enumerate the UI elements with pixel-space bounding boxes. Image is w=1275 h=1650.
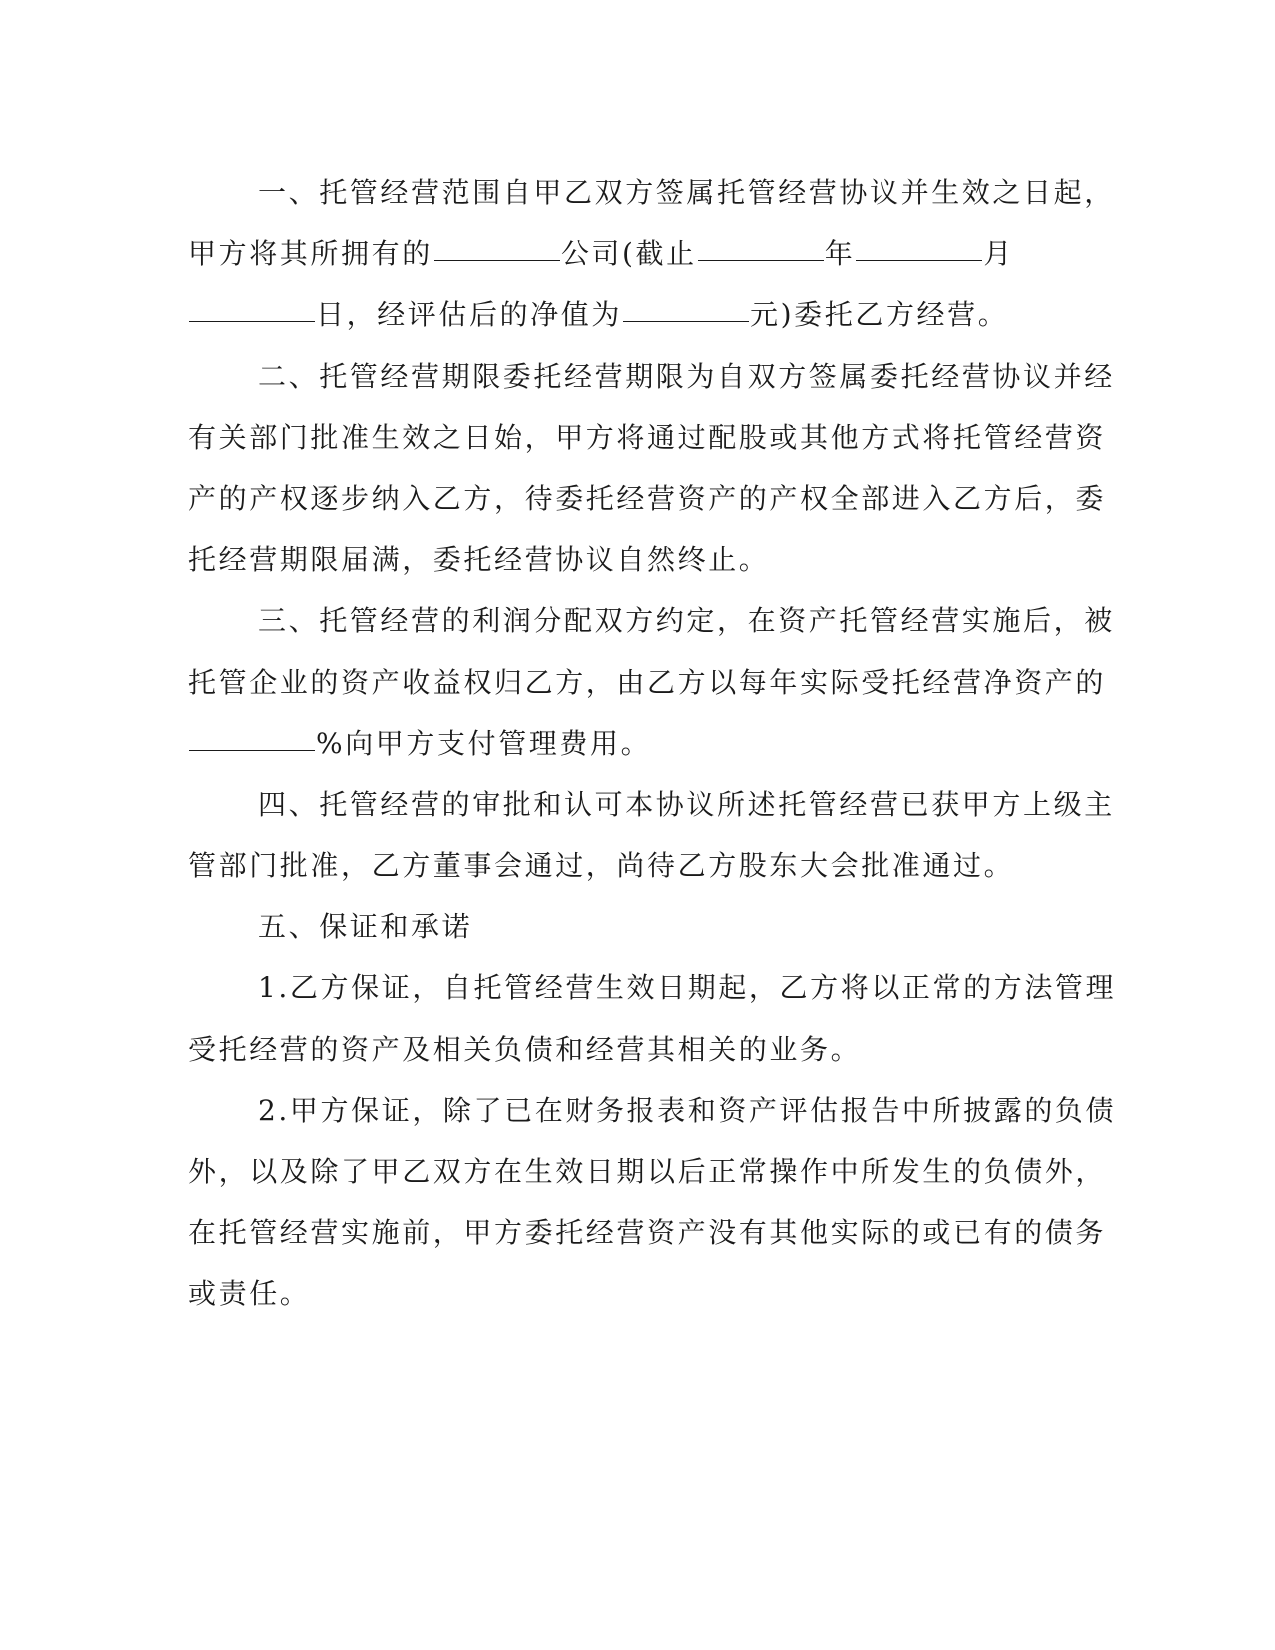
clause-1-line-3 <box>188 284 1088 345</box>
clause-2-line-1 <box>188 346 1115 407</box>
clause-3-text: %向甲方支付管理费用。 <box>316 726 652 760</box>
clause-5-item-2-line-2 <box>188 1141 1107 1202</box>
clause-5-item-1-line-1 <box>188 957 1117 1018</box>
clause-4-line-1 <box>188 774 1115 835</box>
clause-1-text: 日，经评估后的净值为 <box>316 298 623 332</box>
clause-1-text: 一、托管经营范围自甲乙双方签属托管经营协议并生效之日起， <box>258 176 1115 209</box>
clause-5-item-2-text: 外，以及除了甲乙双方在生效日期以后正常操作中所发生的负债外， <box>188 1155 1107 1188</box>
clause-3-line-1 <box>188 590 1115 651</box>
clause-5-item-1-text: 1.乙方保证，自托管经营生效日期起，乙方将以正常的方法管理 <box>258 971 1117 1005</box>
clause-5-item-2-line-3 <box>188 1202 1107 1263</box>
clause-3-text: 托管企业的资产收益权归乙方，由乙方以每年实际受托经营净资产的 <box>188 665 1107 699</box>
clause-5-title: 五、保证和承诺 <box>258 910 473 944</box>
clause-2-text: 产的产权逐步纳入乙方，待委托经营资产的产权全部进入乙方后，委 <box>188 481 1107 515</box>
clause-2-text: 托经营期限届满，委托经营协议自然终止。 <box>188 543 770 577</box>
blank-company-name <box>434 259 560 261</box>
document-body <box>188 162 1117 1325</box>
clause-4-line-2 <box>188 835 1088 896</box>
clause-2-text: 有关部门批准生效之日始，甲方将通过配股或其他方式将托管经营资 <box>188 420 1107 454</box>
blank-month <box>856 259 982 261</box>
clause-1-text: 甲方将其所拥有的 <box>188 237 433 271</box>
blank-net-value <box>623 320 749 322</box>
clause-1-text: 公司(截止 <box>560 237 697 271</box>
clause-3-text: 三、托管经营的利润分配双方约定，在资产托管经营实施后，被 <box>258 604 1115 638</box>
clause-1-line-2 <box>188 223 1088 284</box>
clause-1-line-1 <box>188 162 1115 223</box>
clause-5-item-2-line-4 <box>188 1263 1088 1324</box>
clause-5-item-2-text: 或责任。 <box>188 1277 311 1311</box>
clause-2-line-4 <box>188 529 1088 590</box>
clause-3-line-2 <box>188 652 1107 713</box>
clause-2-text: 二、托管经营期限委托经营期限为自双方签属委托经营协议并经 <box>258 359 1115 393</box>
clause-5-item-2-text: 在托管经营实施前，甲方委托经营资产没有其他实际的或已有的债务 <box>188 1216 1107 1250</box>
clause-5-heading <box>188 896 1088 957</box>
clause-1-text: 月 <box>983 237 1014 271</box>
clause-5-item-1-text: 受托经营的资产及相关负债和经营其相关的业务。 <box>188 1032 862 1066</box>
blank-percentage <box>189 749 315 751</box>
clause-4-text: 四、托管经营的审批和认可本协议所述托管经营已获甲方上级主 <box>258 787 1115 821</box>
clause-5-item-1-line-2 <box>188 1019 1088 1080</box>
clause-3-line-3 <box>188 713 1088 774</box>
clause-2-line-2 <box>188 407 1107 468</box>
clause-2-line-3 <box>188 468 1107 529</box>
blank-day <box>189 320 315 322</box>
clause-1-text: 年 <box>824 237 856 271</box>
clause-4-text: 管部门批准，乙方董事会通过，尚待乙方股东大会批准通过。 <box>188 849 1015 883</box>
clause-5-item-2-line-1 <box>188 1080 1117 1141</box>
clause-5-item-2-text: 2.甲方保证，除了已在财务报表和资产评估报告中所披露的负债 <box>258 1093 1117 1127</box>
clause-1-text: 元)委托乙方经营。 <box>750 298 1009 332</box>
blank-year <box>698 259 824 261</box>
